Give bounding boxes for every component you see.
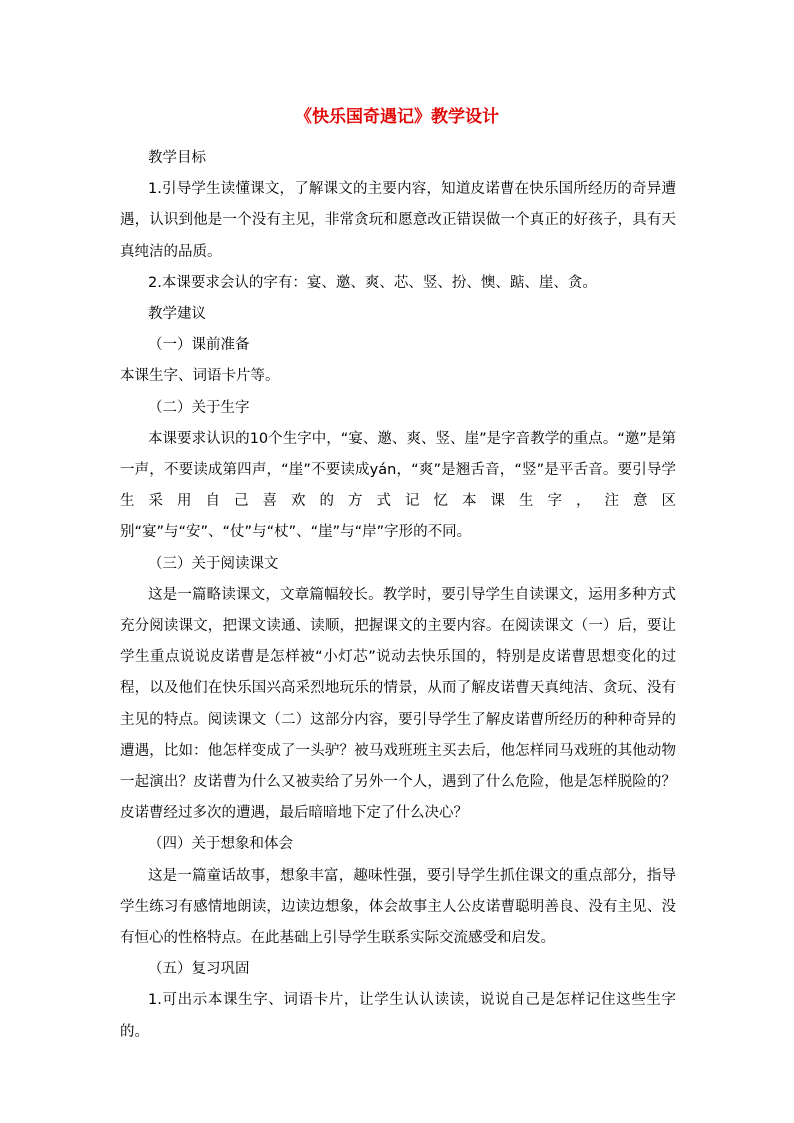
section-heading-new-characters: （二）关于生字 [148,399,250,416]
paragraph-preparation: 本课生字、词语卡片等。 [120,368,280,385]
paragraph-reading: 这是一篇略读课文，文章篇幅较长。教学时，要引导学生自读课文，运用多种方式充分阅读课文，把课文读通、读顺，把握课文的主要内容。在阅读课文（一）后，要让学生重点说说皮诺曹是怎样被“小灯芯”说动去快乐国的，特别是皮诺曹思想变化的过程，以及他们在快乐国兴高采烈地玩乐的情景，从而了解皮诺曹天真纯洁、贪玩、没有主见的特点。阅读课文（二）这部分内容，要引导学生了解皮诺曹所经历的种种奇异的遭遇，比如：他怎样变成了一头驴？被马戏班班主买去后，他怎样同马戏班的其他动物一起演出？皮诺曹为什么又被卖给了另外一个人，遇到了什么危险，他是怎样脱险的？皮诺曹经过多次的遭遇，最后暗暗地下定了什么决心？ [120,586,676,822]
document-body [120,143,676,1048]
goal-item-2: 2.本课要求会认的字有：宴、邀、爽、芯、竖、扮、懊、踮、崖、贪。 [148,274,597,291]
document-title: 《快乐国奇遇记》教学设计 [295,107,499,127]
section-heading-imagination: （四）关于想象和体会 [148,836,293,853]
paragraph-imagination: 这是一篇童话故事，想象丰富，趣味性强，要引导学生抓住课文的重点部分，指导学生练习有感情地朗读，边读边想象，体会故事主人公皮诺曹聪明善良、没有主见、没有恒心的性格特点。在此基础上引导学生联系实际交流感受和启发。 [120,867,676,947]
paragraph-new-characters: 本课要求认识的10个生字中，“宴、邀、爽、竖、崖”是字音教学的重点。“邀”是第一声，不要读成第四声，“崖”不要读成yán，“爽”是翘舌音，“竖”是平舌音。要引导学生采用自己喜欢的方式记忆本课生字，注意区别“宴”与“安”、“仗”与“杖”、“崖”与“岸”字形的不同。 [120,430,676,541]
heading-teaching-suggestions: 教学建议 [148,306,206,323]
heading-teaching-goals: 教学目标 [148,150,206,166]
goal-item-1: 1.引导学生读懂课文，了解课文的主要内容，知道皮诺曹在快乐国所经历的奇异遭遇，认识到他是一个没有主见，非常贪玩和愿意改正错误做一个真正的好孩子，具有天真纯洁的品质。 [120,181,676,260]
section-heading-reading: （三）关于阅读课文 [148,555,279,572]
review-item-1: 1.可出示本课生字、词语卡片，让学生认认读读，说说自己是怎样记住这些生字的。 [120,992,676,1040]
section-heading-review: （五）复习巩固 [148,961,250,978]
section-heading-preparation: （一）课前准备 [148,337,250,354]
